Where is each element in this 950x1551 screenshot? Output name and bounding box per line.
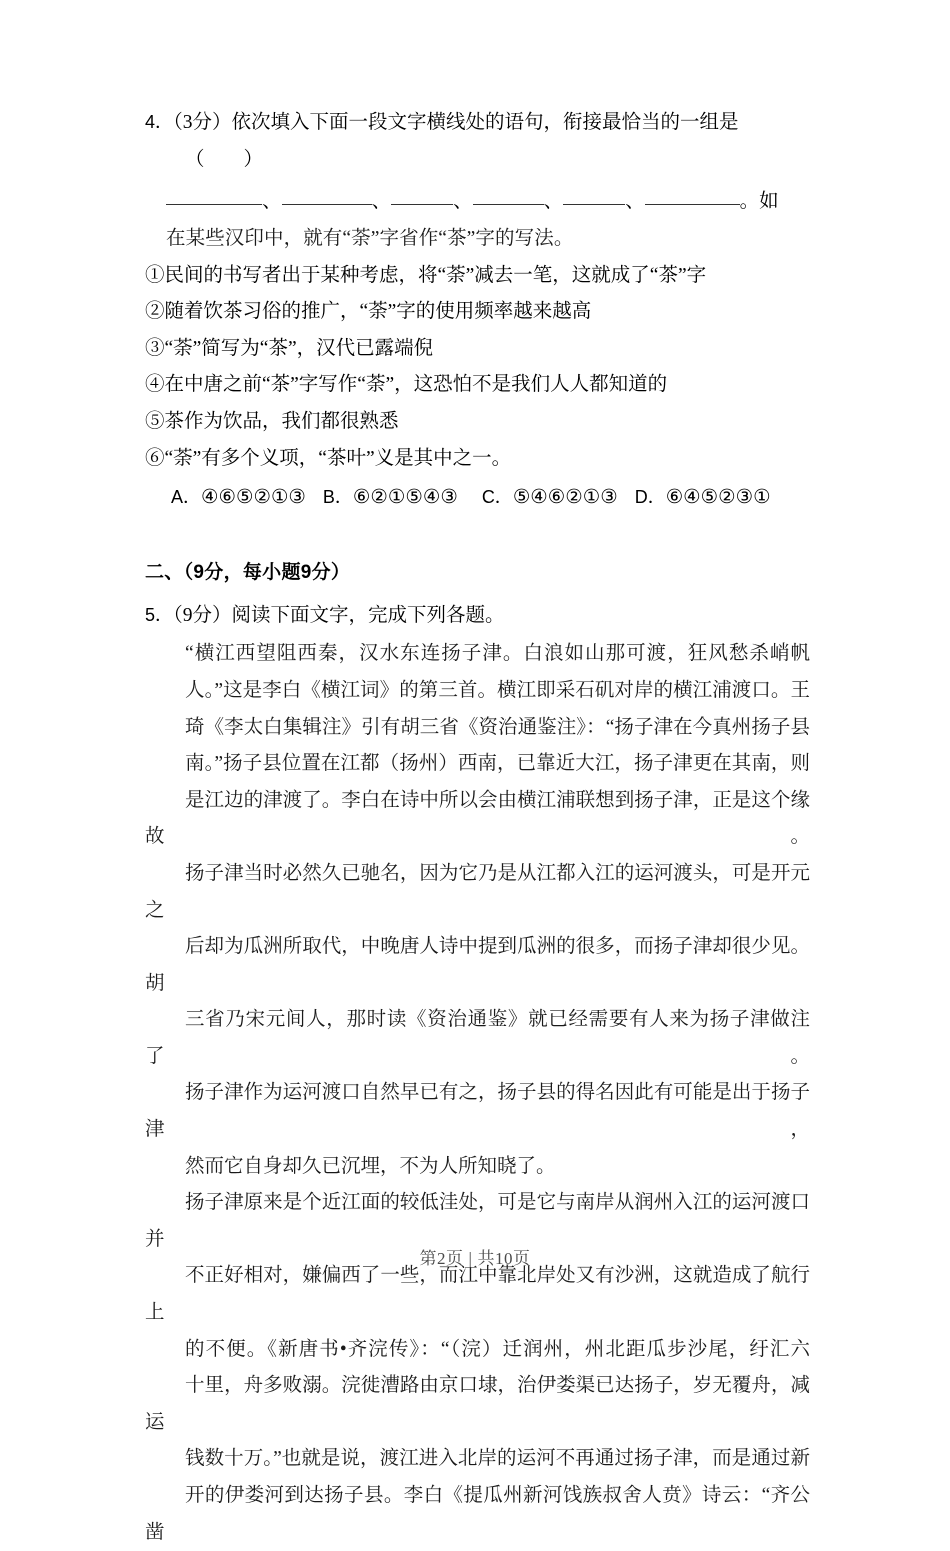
choice-c-value[interactable]: ⑤④⑥②①③ bbox=[512, 487, 618, 509]
passage-line: 后却为瓜洲所取代，中晚唐人诗中提到瓜洲的很多，而扬子津却很少见。胡 bbox=[145, 936, 810, 994]
choice-d-value[interactable]: ⑥④⑤②③① bbox=[665, 487, 771, 509]
passage-line: 扬子津作为运河渡口自然早已有之，扬子县的得名因此有可能是出于扬子津， bbox=[145, 1082, 810, 1141]
question-4-option-1[interactable]: ①民间的书写者出于某种考虑，将“荼”减去一笔，这就成了“茶”字 bbox=[145, 264, 707, 286]
blank-2[interactable] bbox=[282, 189, 372, 205]
question-4-stem-line bbox=[145, 104, 810, 141]
passage-paragraph-2 bbox=[145, 1185, 810, 1551]
question-4-number: 4． bbox=[145, 112, 174, 132]
footer-current-page: 第2页 bbox=[419, 1249, 464, 1268]
question-4-option-3[interactable]: ③“荼”简写为“茶”，汉代已露端倪 bbox=[145, 337, 434, 359]
blank-6[interactable] bbox=[645, 189, 740, 205]
blank-4[interactable] bbox=[473, 189, 544, 205]
question-5-number: 5． bbox=[145, 604, 174, 625]
blank-separator-2: 、 bbox=[371, 191, 392, 212]
blank-5[interactable] bbox=[563, 189, 625, 205]
passage-line: 琦《李太白集辑注》引有胡三省《资治通鉴注》：“扬子津在今真州扬子县 bbox=[185, 716, 810, 738]
question-4-context-line: 在某些汉印中，就有“荼”字省作“茶”字的写法。 bbox=[166, 228, 574, 249]
choice-c-label: C． bbox=[481, 487, 513, 508]
passage-line: 十里，舟多败溺。浣徙漕路由京口埭，治伊娄渠已达扬子，岁无覆舟，减运 bbox=[145, 1375, 810, 1433]
question-5-stem-text: 阅读下面文字，完成下列各题。 bbox=[231, 604, 505, 626]
question-4-stem-text: 依次填入下面一段文字横线处的语句，衔接最恰当的一组是 bbox=[231, 112, 739, 133]
passage-line: 人。”这是李白《横江词》的第三首。横江即采石矶对岸的横江浦渡口。王 bbox=[185, 679, 810, 701]
blank-separator-1: 、 bbox=[262, 191, 282, 212]
blank-separator-4: 、 bbox=[543, 191, 564, 212]
question-4-block bbox=[145, 104, 810, 517]
footer-total-pages: 共10页 bbox=[477, 1249, 531, 1268]
footer-separator: | bbox=[468, 1249, 473, 1268]
question-4-blank-row bbox=[145, 182, 810, 221]
passage-line: 南。”扬子县位置在江都（扬州）西南，已靠近大江，扬子津更在其南，则 bbox=[185, 753, 810, 775]
passage-line: 是江边的津渡了。李白在诗中所以会由横江浦联想到扬子津，正是这个缘故。 bbox=[145, 789, 810, 848]
question-4-option-4[interactable]: ④在中唐之前“茶”字写作“荼”，这恐怕不是我们人人都知道的 bbox=[145, 374, 668, 396]
question-4-points: （3分） bbox=[173, 112, 232, 133]
choice-b-value[interactable]: ⑥②①⑤④③ bbox=[352, 487, 458, 509]
passage-paragraph-1 bbox=[145, 636, 810, 1185]
blank-separator-5: 、 bbox=[625, 191, 645, 212]
choice-a-label: A． bbox=[171, 487, 202, 508]
passage-line: 的不便。《新唐书•齐浣传》：“（浣）迁润州，州北距瓜步沙尾，纡汇六 bbox=[185, 1338, 810, 1360]
choice-d-label: D． bbox=[634, 487, 666, 508]
passage-line: 三省乃宋元间人，那时读《资治通鉴》就已经需要有人来为扬子津做注了。 bbox=[145, 1009, 810, 1067]
page-footer bbox=[0, 1244, 950, 1269]
question-4-option-2[interactable]: ②随着饮茶习俗的推广，“荼”字的使用频率越来越高 bbox=[145, 301, 592, 323]
passage-line: “横江西望阻西秦，汉水东连扬子津。白浪如山那可渡，狂风愁杀峭帆 bbox=[185, 643, 810, 665]
question-4-choices-row bbox=[145, 479, 810, 517]
section-2-heading: 二、（9分，每小题9分） bbox=[145, 561, 351, 583]
blank-1[interactable] bbox=[166, 189, 262, 205]
choice-a-value[interactable]: ④⑥⑤②①③ bbox=[201, 487, 306, 509]
passage-line: 钱数十万。”也就是说，渡江进入北岸的运河不再通过扬子津，而是通过新 bbox=[185, 1448, 810, 1470]
question-4-answer-paren[interactable]: （ ） bbox=[185, 149, 264, 170]
blank-3[interactable] bbox=[391, 189, 453, 205]
passage-line: 然而它自身却久已沉埋，不为人所知晓了。 bbox=[185, 1155, 556, 1177]
question-5-stem-line bbox=[145, 597, 810, 635]
passage-line: 不正好相对，嫌偏西了一些，而江中靠北岸处又有沙洲，这就造成了航行上 bbox=[145, 1265, 810, 1324]
question-4-option-5[interactable]: ⑤茶作为饮品，我们都很熟悉 bbox=[145, 410, 399, 432]
choice-b-label: B． bbox=[322, 487, 353, 508]
blank-row-tail: 。如 bbox=[739, 191, 779, 212]
question-5-block bbox=[145, 597, 810, 1551]
passage-line: 扬子津当时必然久已驰名，因为它乃是从江都入江的运河渡头，可是开元之 bbox=[145, 862, 810, 921]
passage-line: 开的伊娄河到达扬子县。李白《提瓜州新河饯族叔舍人贲》诗云：“齐公凿 bbox=[145, 1485, 810, 1543]
blank-separator-3: 、 bbox=[453, 191, 473, 212]
passage-line: 扬子津原来是个近江面的较低洼处，可是它与南岸从润州入江的运河渡口并 bbox=[145, 1192, 810, 1250]
question-5-points: （9分） bbox=[173, 604, 232, 626]
page-content bbox=[145, 104, 810, 1551]
question-4-option-6[interactable]: ⑥“荼”有多个义项，“茶叶”义是其中之一。 bbox=[145, 447, 512, 469]
